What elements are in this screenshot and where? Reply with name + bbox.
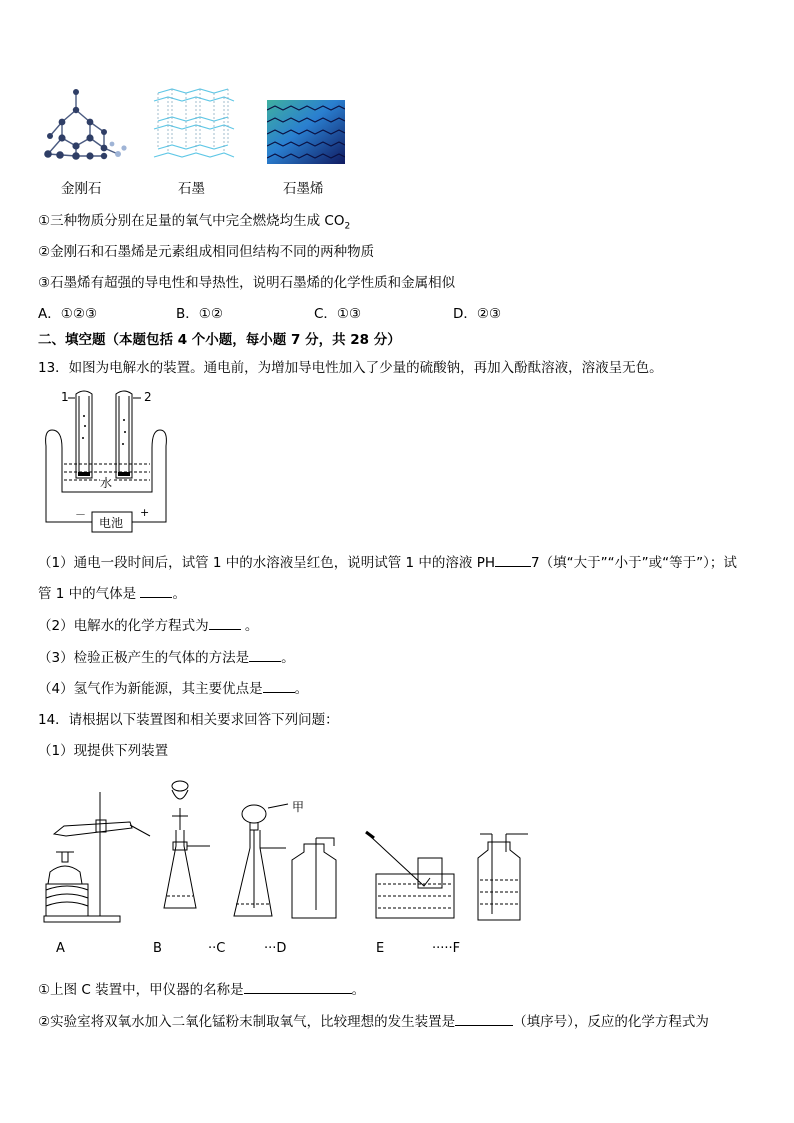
q13-part-4: （4）氢气作为新能源，其主要优点是 。 [38, 681, 309, 697]
plus-terminal: + [140, 506, 150, 519]
q14-item-1: ①上图 C 装置中，甲仪器的名称是 。 [38, 982, 366, 998]
answer-blank[interactable] [263, 680, 295, 693]
water-label: 水 [100, 476, 113, 490]
tube-1-label: 1 [61, 390, 69, 404]
device-d-label: ···D [264, 941, 287, 956]
q13-part-2: （2）电解水的化学方程式为 。 [38, 618, 259, 634]
jia-label: 甲 [292, 800, 305, 814]
graphene-structure-image [267, 100, 345, 164]
tube-2-label: 2 [144, 390, 152, 404]
answer-blank[interactable] [455, 1013, 513, 1026]
q13-part-1: （1）通电一段时间后，试管 1 中的水溶液呈红色，说明试管 1 中的溶液 PH 7（填“大于”“小于”或“等于”）；试 [38, 555, 737, 571]
label-graphene: 石墨烯 [283, 181, 324, 197]
q12-statement-2: ②金刚石和石墨烯是元素组成相同但结构不同的两种物质 [38, 244, 375, 260]
option-b[interactable]: B．①② [176, 306, 223, 322]
device-a-label: A [56, 941, 65, 956]
lab-apparatus-figure [40, 768, 540, 928]
option-d[interactable]: D．②③ [453, 306, 502, 322]
q14-stem: 14．请根据以下装置图和相关要求回答下列问题： [38, 712, 339, 728]
device-e-label: E [376, 941, 385, 956]
answer-blank[interactable] [495, 554, 531, 567]
q13-part-1-cont: 管 1 中的气体是 。 [38, 586, 186, 602]
q14-item-2: ②实验室将双氧水加入二氧化锰粉末制取氧气，比较理想的发生装置是 （填序号），反应的化学方程式为 [38, 1014, 709, 1030]
graphite-structure-image [150, 87, 236, 163]
label-diamond: 金刚石 [61, 181, 102, 197]
q12-statement-1: ①三种物质分别在足量的氧气中完全燃烧均生成 $CO_2$ [38, 213, 351, 232]
device-b-label: B [153, 941, 162, 956]
option-a[interactable]: A．①②③ [38, 306, 98, 322]
minus-terminal: － [75, 508, 86, 521]
q12-statement-3: ③石墨烯有超强的导电性和导热性，说明石墨烯的化学性质和金属相似 [38, 275, 456, 291]
section-title: 二、填空题（本题包括 4 个小题，每小题 7 分，共 28 分） [38, 332, 401, 348]
label-graphite: 石墨 [178, 181, 205, 197]
device-c-label: ··C [208, 941, 226, 956]
diamond-structure-image [40, 86, 130, 164]
answer-blank[interactable] [209, 617, 241, 630]
answer-blank[interactable] [244, 981, 352, 994]
q13-part-3: （3）检验正极产生的气体的方法是 。 [38, 650, 295, 666]
answer-blank[interactable] [249, 649, 281, 662]
device-f-label: ·····F [432, 941, 461, 956]
option-c[interactable]: C．①③ [314, 306, 362, 322]
electrolysis-apparatus [44, 386, 174, 534]
q13-stem: 13．如图为电解水的装置。通电前，为增加导电性加入了少量的硫酸钠，再加入酚酞溶液，溶液呈无色。 [38, 360, 663, 376]
answer-blank[interactable] [140, 585, 172, 598]
battery-label: 电池 [99, 516, 124, 530]
q14-sub-1: （1）现提供下列装置 [38, 743, 169, 759]
